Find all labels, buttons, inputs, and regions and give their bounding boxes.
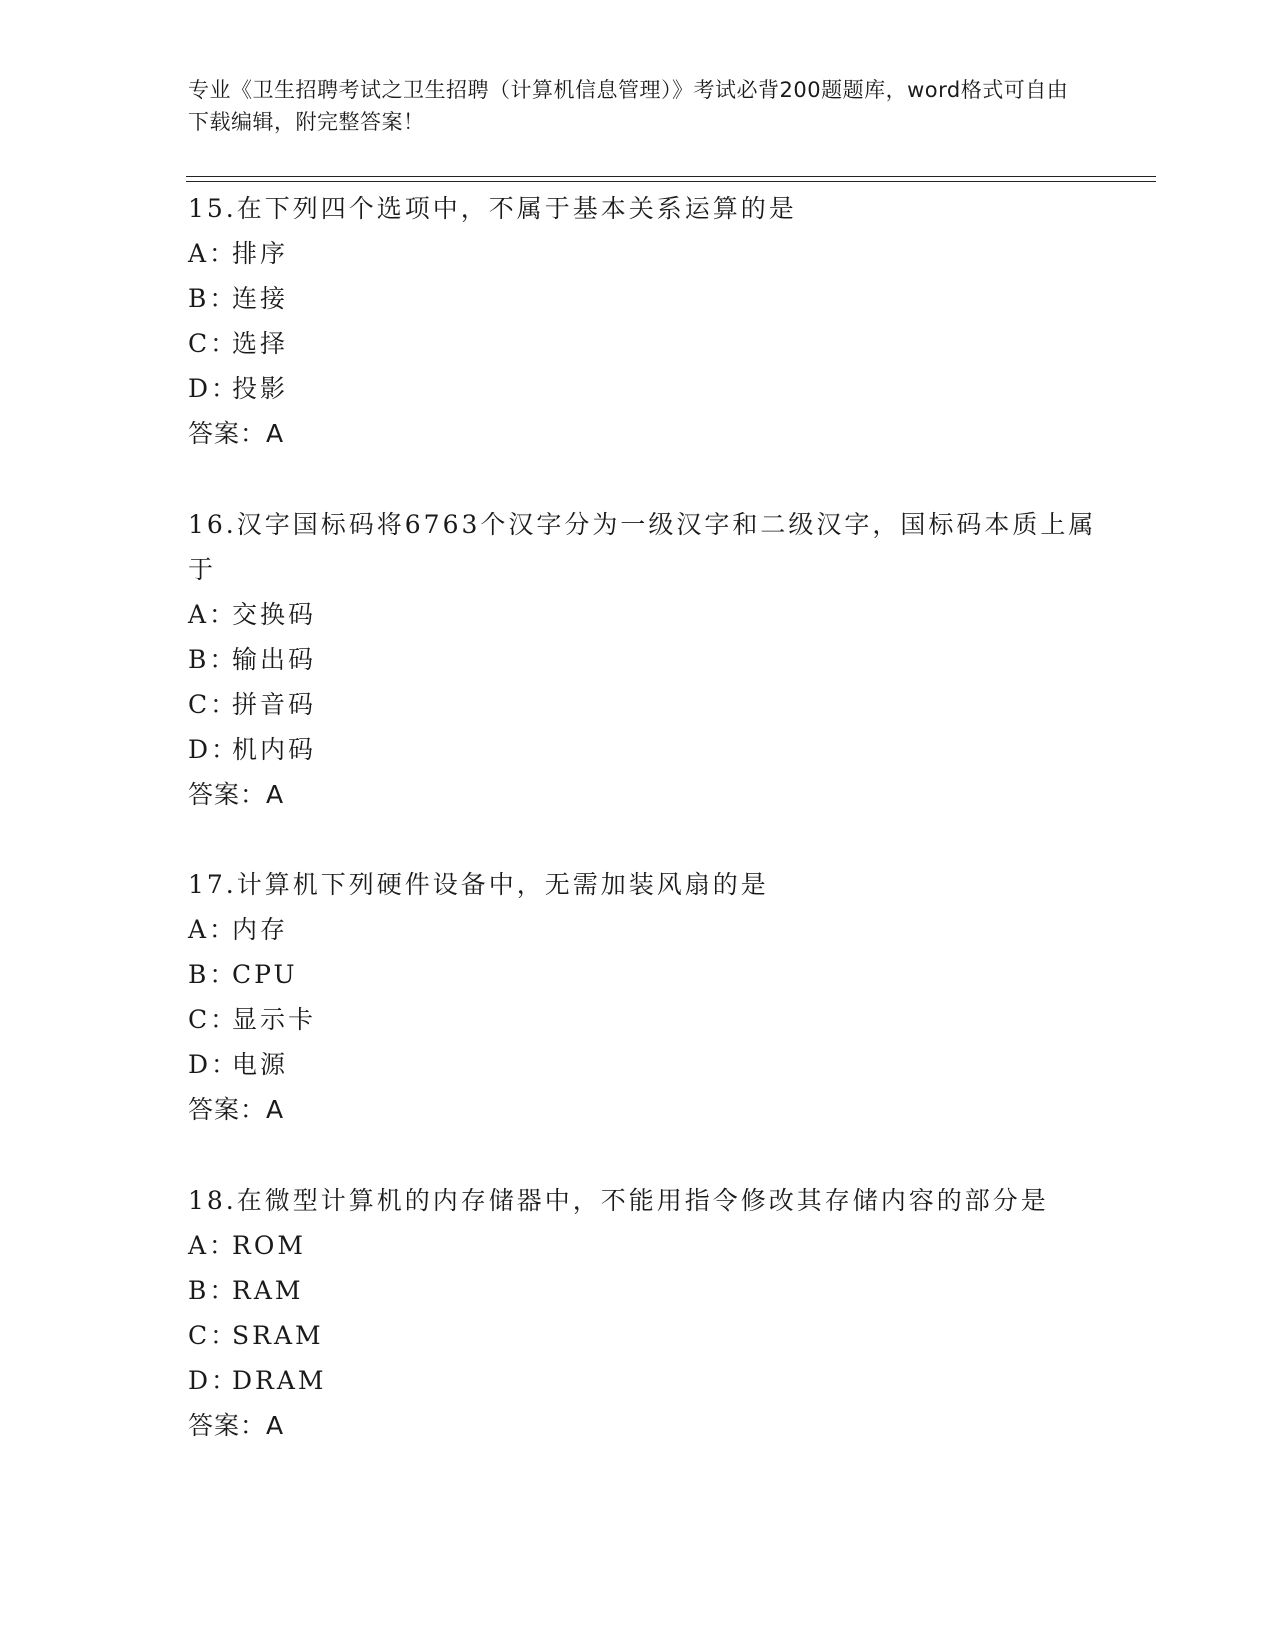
- option-a: [188, 592, 1118, 637]
- option-text: 输出码: [232, 645, 317, 674]
- option-a: [188, 1223, 1118, 1268]
- option-text: 投影: [232, 374, 289, 403]
- option-c: [188, 682, 1118, 727]
- header-rule-top: [186, 176, 1156, 177]
- option-c: [188, 321, 1118, 366]
- option-d: [188, 1042, 1118, 1087]
- option-key: D：: [188, 374, 240, 403]
- option-text: CPU: [232, 960, 298, 989]
- option-b: [188, 637, 1118, 682]
- answer-line: 答案：A: [188, 419, 285, 448]
- option-key: C：: [188, 1321, 239, 1350]
- header-rule-bottom: [186, 181, 1156, 182]
- option-key: C：: [188, 690, 239, 719]
- option-text: ROM: [232, 1231, 306, 1260]
- option-text: 选择: [232, 329, 289, 358]
- option-d: [188, 1358, 1118, 1403]
- option-key: D：: [188, 1366, 240, 1395]
- option-key: D：: [188, 1050, 240, 1079]
- question-stem: 15.在下列四个选项中，不属于基本关系运算的是: [188, 194, 797, 223]
- option-text: RAM: [232, 1276, 304, 1305]
- option-key: A：: [188, 239, 238, 268]
- option-key: B：: [188, 284, 238, 313]
- option-a: [188, 907, 1118, 952]
- option-key: C：: [188, 1005, 239, 1034]
- answer-line: 答案：A: [188, 1411, 285, 1440]
- option-text: 显示卡: [232, 1005, 317, 1034]
- option-text: 拼音码: [232, 690, 317, 719]
- option-b: [188, 952, 1118, 997]
- option-text: DRAM: [232, 1366, 327, 1395]
- option-key: B：: [188, 1276, 238, 1305]
- option-key: C：: [188, 329, 239, 358]
- option-key: D：: [188, 735, 240, 764]
- option-a: [188, 231, 1118, 276]
- option-key: B：: [188, 645, 238, 674]
- option-key: A：: [188, 1231, 238, 1260]
- option-c: [188, 1313, 1118, 1358]
- question-15: [188, 186, 1118, 457]
- question-16: [188, 502, 1118, 818]
- option-key: A：: [188, 915, 238, 944]
- document-header: 专业《卫生招聘考试之卫生招聘（计算机信息管理）》考试必背200题题库，word格式可自由下载编辑，附完整答案！: [188, 78, 1069, 134]
- option-d: [188, 366, 1118, 411]
- option-d: [188, 727, 1118, 772]
- option-text: 连接: [232, 284, 289, 313]
- option-text: 排序: [232, 239, 289, 268]
- option-key: A：: [188, 600, 238, 629]
- answer-line: 答案：A: [188, 1095, 285, 1124]
- question-stem: 16.汉字国标码将6763个汉字分为一级汉字和二级汉字，国标码本质上属于: [188, 510, 1097, 584]
- question-17: [188, 862, 1118, 1133]
- option-key: B：: [188, 960, 238, 989]
- option-text: 交换码: [232, 600, 317, 629]
- option-text: SRAM: [232, 1321, 324, 1350]
- question-stem: 18.在微型计算机的内存储器中，不能用指令修改其存储内容的部分是: [188, 1186, 1049, 1215]
- option-b: [188, 1268, 1118, 1313]
- option-c: [188, 997, 1118, 1042]
- question-18: [188, 1178, 1118, 1449]
- option-text: 电源: [232, 1050, 289, 1079]
- option-text: 机内码: [232, 735, 317, 764]
- question-stem: 17.计算机下列硬件设备中，无需加装风扇的是: [188, 870, 769, 899]
- option-b: [188, 276, 1118, 321]
- option-text: 内存: [232, 915, 289, 944]
- answer-line: 答案：A: [188, 780, 285, 809]
